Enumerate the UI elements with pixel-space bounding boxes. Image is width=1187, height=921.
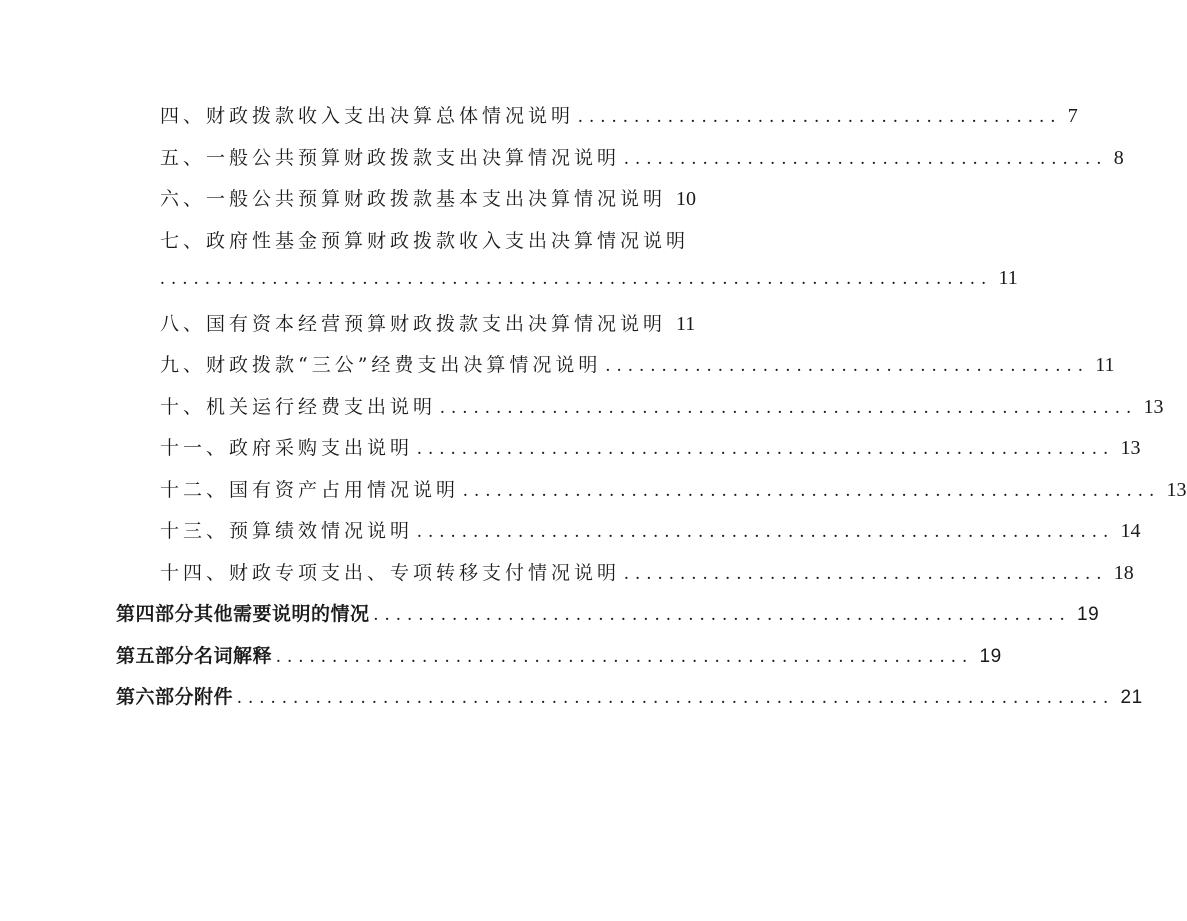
toc-entry[interactable]: [160, 101, 1078, 128]
dot-leader: ..............................................................: [417, 521, 1115, 542]
toc-part-title: 名词解释: [194, 645, 273, 667]
toc-entry-continuation[interactable]: [160, 267, 1018, 290]
dot-leader: ..............................................................: [417, 438, 1115, 459]
toc-entry-label: 七、政府性基金预算财政拨款收入支出决算情况说明: [160, 230, 690, 252]
toc-entry-label: 四、财政拨款收入支出决算总体情况说明: [160, 105, 575, 127]
toc-entry-page: 10: [676, 188, 697, 210]
toc-entry-label: 五、一般公共预算财政拨款支出决算情况说明: [160, 147, 621, 169]
dot-leader: ..........................................................................: [160, 268, 993, 289]
toc-part-page: 19: [979, 646, 1002, 667]
toc-entry-label: 六、一般公共预算财政拨款基本支出决算情况说明: [160, 188, 667, 210]
toc-entry[interactable]: [160, 516, 1141, 543]
toc-part-entry[interactable]: [116, 682, 1143, 709]
toc-entry[interactable]: [160, 392, 1164, 419]
toc-part-number: 第五部分: [116, 645, 195, 667]
toc-entry-label: 十三、预算绩效情况说明: [160, 520, 414, 542]
toc-entry-label: 八、国有资本经营预算财政拨款支出决算情况说明: [160, 313, 667, 335]
toc-entry[interactable]: [160, 143, 1124, 170]
toc-entry-page: 8: [1113, 147, 1124, 169]
toc-entry-page: 7: [1067, 105, 1078, 127]
dot-leader: ...........................................: [624, 148, 1108, 169]
dot-leader: ..............................................................: [463, 480, 1161, 501]
toc-part-number: 第四部分: [116, 603, 195, 625]
toc-part-page: 21: [1120, 687, 1143, 708]
toc-part-entry[interactable]: [116, 641, 1002, 668]
toc-entry-wrapped[interactable]: [160, 226, 690, 253]
toc-entry-page: 11: [676, 313, 696, 335]
toc-part-page: 19: [1077, 604, 1100, 625]
dot-leader: ...........................................: [624, 563, 1108, 584]
toc-entry-page: 14: [1120, 520, 1141, 542]
dot-leader: ..............................................................: [373, 604, 1072, 625]
dot-leader: ..............................................................................: [237, 687, 1115, 708]
toc-entry[interactable]: [160, 558, 1134, 585]
toc-entry[interactable]: [160, 184, 697, 211]
toc-entry[interactable]: [160, 475, 1187, 502]
toc-entry-label: 十、机关运行经费支出说明: [160, 396, 437, 418]
toc-entry-page: 13: [1166, 479, 1187, 501]
toc-entry-label: 十一、政府采购支出说明: [160, 437, 414, 459]
toc-entry-page: 11: [1095, 354, 1115, 376]
toc-entry[interactable]: [160, 433, 1141, 460]
dot-leader: ...........................................: [578, 106, 1062, 127]
toc-entry-label: 九、财政拨款“三公”经费支出决算情况说明: [160, 354, 602, 376]
toc-entry-page: 13: [1143, 396, 1164, 418]
toc-entry-page: 13: [1120, 437, 1141, 459]
toc-entry-label: 十四、财政专项支出、专项转移支付情况说明: [160, 562, 621, 584]
toc-part-title: 附件: [194, 686, 234, 708]
dot-leader: ..............................................................: [440, 397, 1138, 418]
toc-part-title: 其他需要说明的情况: [194, 603, 370, 625]
toc-part-entry[interactable]: [116, 599, 1100, 626]
toc-entry-page: 18: [1113, 562, 1134, 584]
toc-entry-label: 十二、国有资产占用情况说明: [160, 479, 460, 501]
dot-leader: ...........................................: [605, 355, 1090, 376]
toc-entry[interactable]: [160, 309, 696, 336]
dot-leader: ..............................................................: [276, 646, 974, 667]
toc-entry-page: 11: [998, 267, 1018, 289]
toc-part-number: 第六部分: [116, 686, 195, 708]
toc-entry[interactable]: [160, 350, 1115, 377]
